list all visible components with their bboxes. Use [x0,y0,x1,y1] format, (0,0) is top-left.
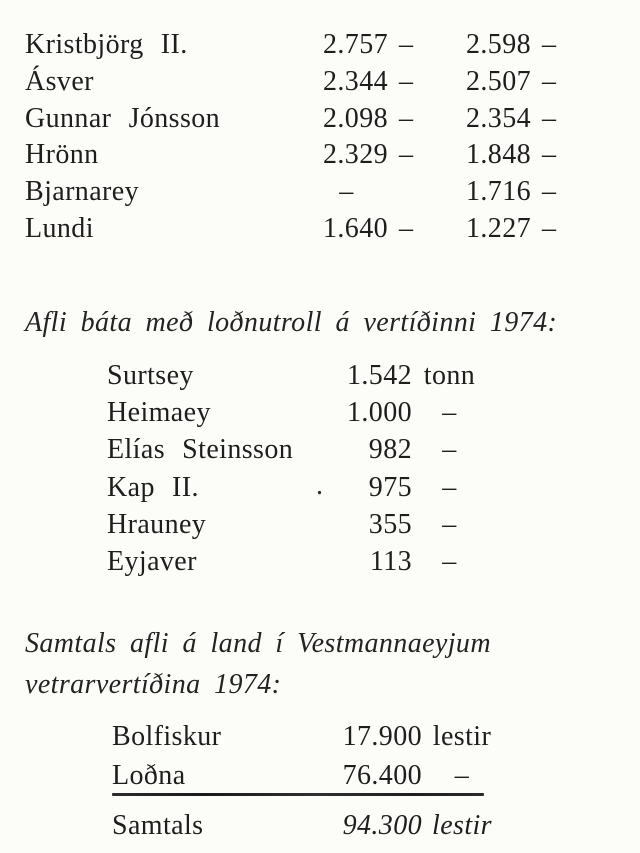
ditto-dash: – [542,65,557,97]
table-row [25,137,585,174]
catch-value: 975 [368,471,412,503]
samtals-heading-line1: Samtals afli á land í Vestmannaeyjum [25,628,491,659]
boat-name: Kristbjörg II. [25,29,188,60]
catch-value-a: 2.344 [323,65,388,97]
catch-value: 113 [369,546,412,578]
ditto-dash: – [399,65,414,97]
boat-name: Surtsey [107,360,194,391]
catch-value-b: 2.507 [466,65,531,97]
catch-value-a: 2.098 [323,102,388,134]
ditto-dash: – [399,29,414,60]
category-name: Bolfiskur [112,721,222,752]
ditto-dash: – [399,212,414,244]
catch-value-b: 1.227 [466,212,531,244]
total-unit-label: lestir [432,810,492,841]
lodnutroll-catch-table [107,357,497,580]
boat-name: Hrönn [25,139,99,171]
table-row [107,469,497,506]
ditto-dash: – [542,176,557,208]
table-row [112,717,502,756]
table-row [107,431,497,468]
catch-value: 17.900 [342,721,422,752]
table-row [25,101,585,138]
totals-table [112,717,502,795]
catch-value-b: 2.598 [466,29,531,60]
total-value: 94.300 [342,810,422,841]
ditto-dash [388,174,434,211]
catch-value-b: 1.848 [466,139,531,171]
table-row [112,756,502,795]
boat-name: Kap II. [107,471,199,503]
category-name: Loðna [112,760,186,791]
table-row [25,211,585,248]
lodnutroll-section-heading: Afli báta með loðnutroll á vertíðinni 1974: [25,307,558,338]
samtals-section-heading [25,623,545,705]
boat-catch-table [25,27,585,248]
ditto-dash: – [442,471,457,503]
unit-label: lestir [432,721,492,752]
catch-value: 355 [368,508,412,540]
ditto-dash: – [399,139,414,171]
grand-total-row [112,806,502,845]
catch-value: 76.400 [342,760,422,791]
ditto-dash: – [442,434,457,466]
catch-value: 1.000 [347,397,412,429]
ditto-dash: – [442,508,457,540]
boat-name: Bjarnarey [25,176,139,208]
ditto-dash: – [442,397,457,429]
ditto-dash: – [542,212,557,244]
table-row [25,27,585,64]
ditto-dash: – [542,139,557,171]
table-row [107,506,497,543]
catch-value-a-missing: – [339,176,354,208]
boat-name: Heimaey [107,397,211,429]
catch-value-a: 2.329 [323,139,388,171]
boat-name: Elías Steinsson [107,434,294,466]
unit-label: tonn [423,360,476,391]
samtals-heading-line2: vetrarvertíðina 1974: [25,669,282,700]
ditto-dash: – [454,760,470,791]
catch-value-a: 1.640 [323,212,388,244]
boat-name: Eyjaver [107,546,197,578]
table-row [107,357,497,394]
table-row [25,174,585,211]
catch-value-b: 2.354 [466,102,531,134]
ditto-dash: – [542,29,557,60]
boat-name: Ásver [25,65,94,97]
ditto-dash: – [542,102,557,134]
table-row [107,394,497,431]
total-divider-rule [112,793,484,796]
catch-value: 982 [368,434,412,466]
table-row [107,543,497,580]
boat-name: Lundi [25,212,94,244]
boat-name: Gunnar Jónsson [25,102,221,134]
catch-value: 1.542 [347,360,412,391]
print-artifact-dot: . [316,470,323,501]
boat-name: Hrauney [107,508,207,540]
catch-value-b: 1.716 [466,176,531,208]
ditto-dash: – [399,102,414,134]
table-row [25,64,585,101]
catch-value-a: 2.757 [323,29,388,60]
ditto-dash: – [442,546,457,578]
total-label: Samtals [112,810,204,841]
